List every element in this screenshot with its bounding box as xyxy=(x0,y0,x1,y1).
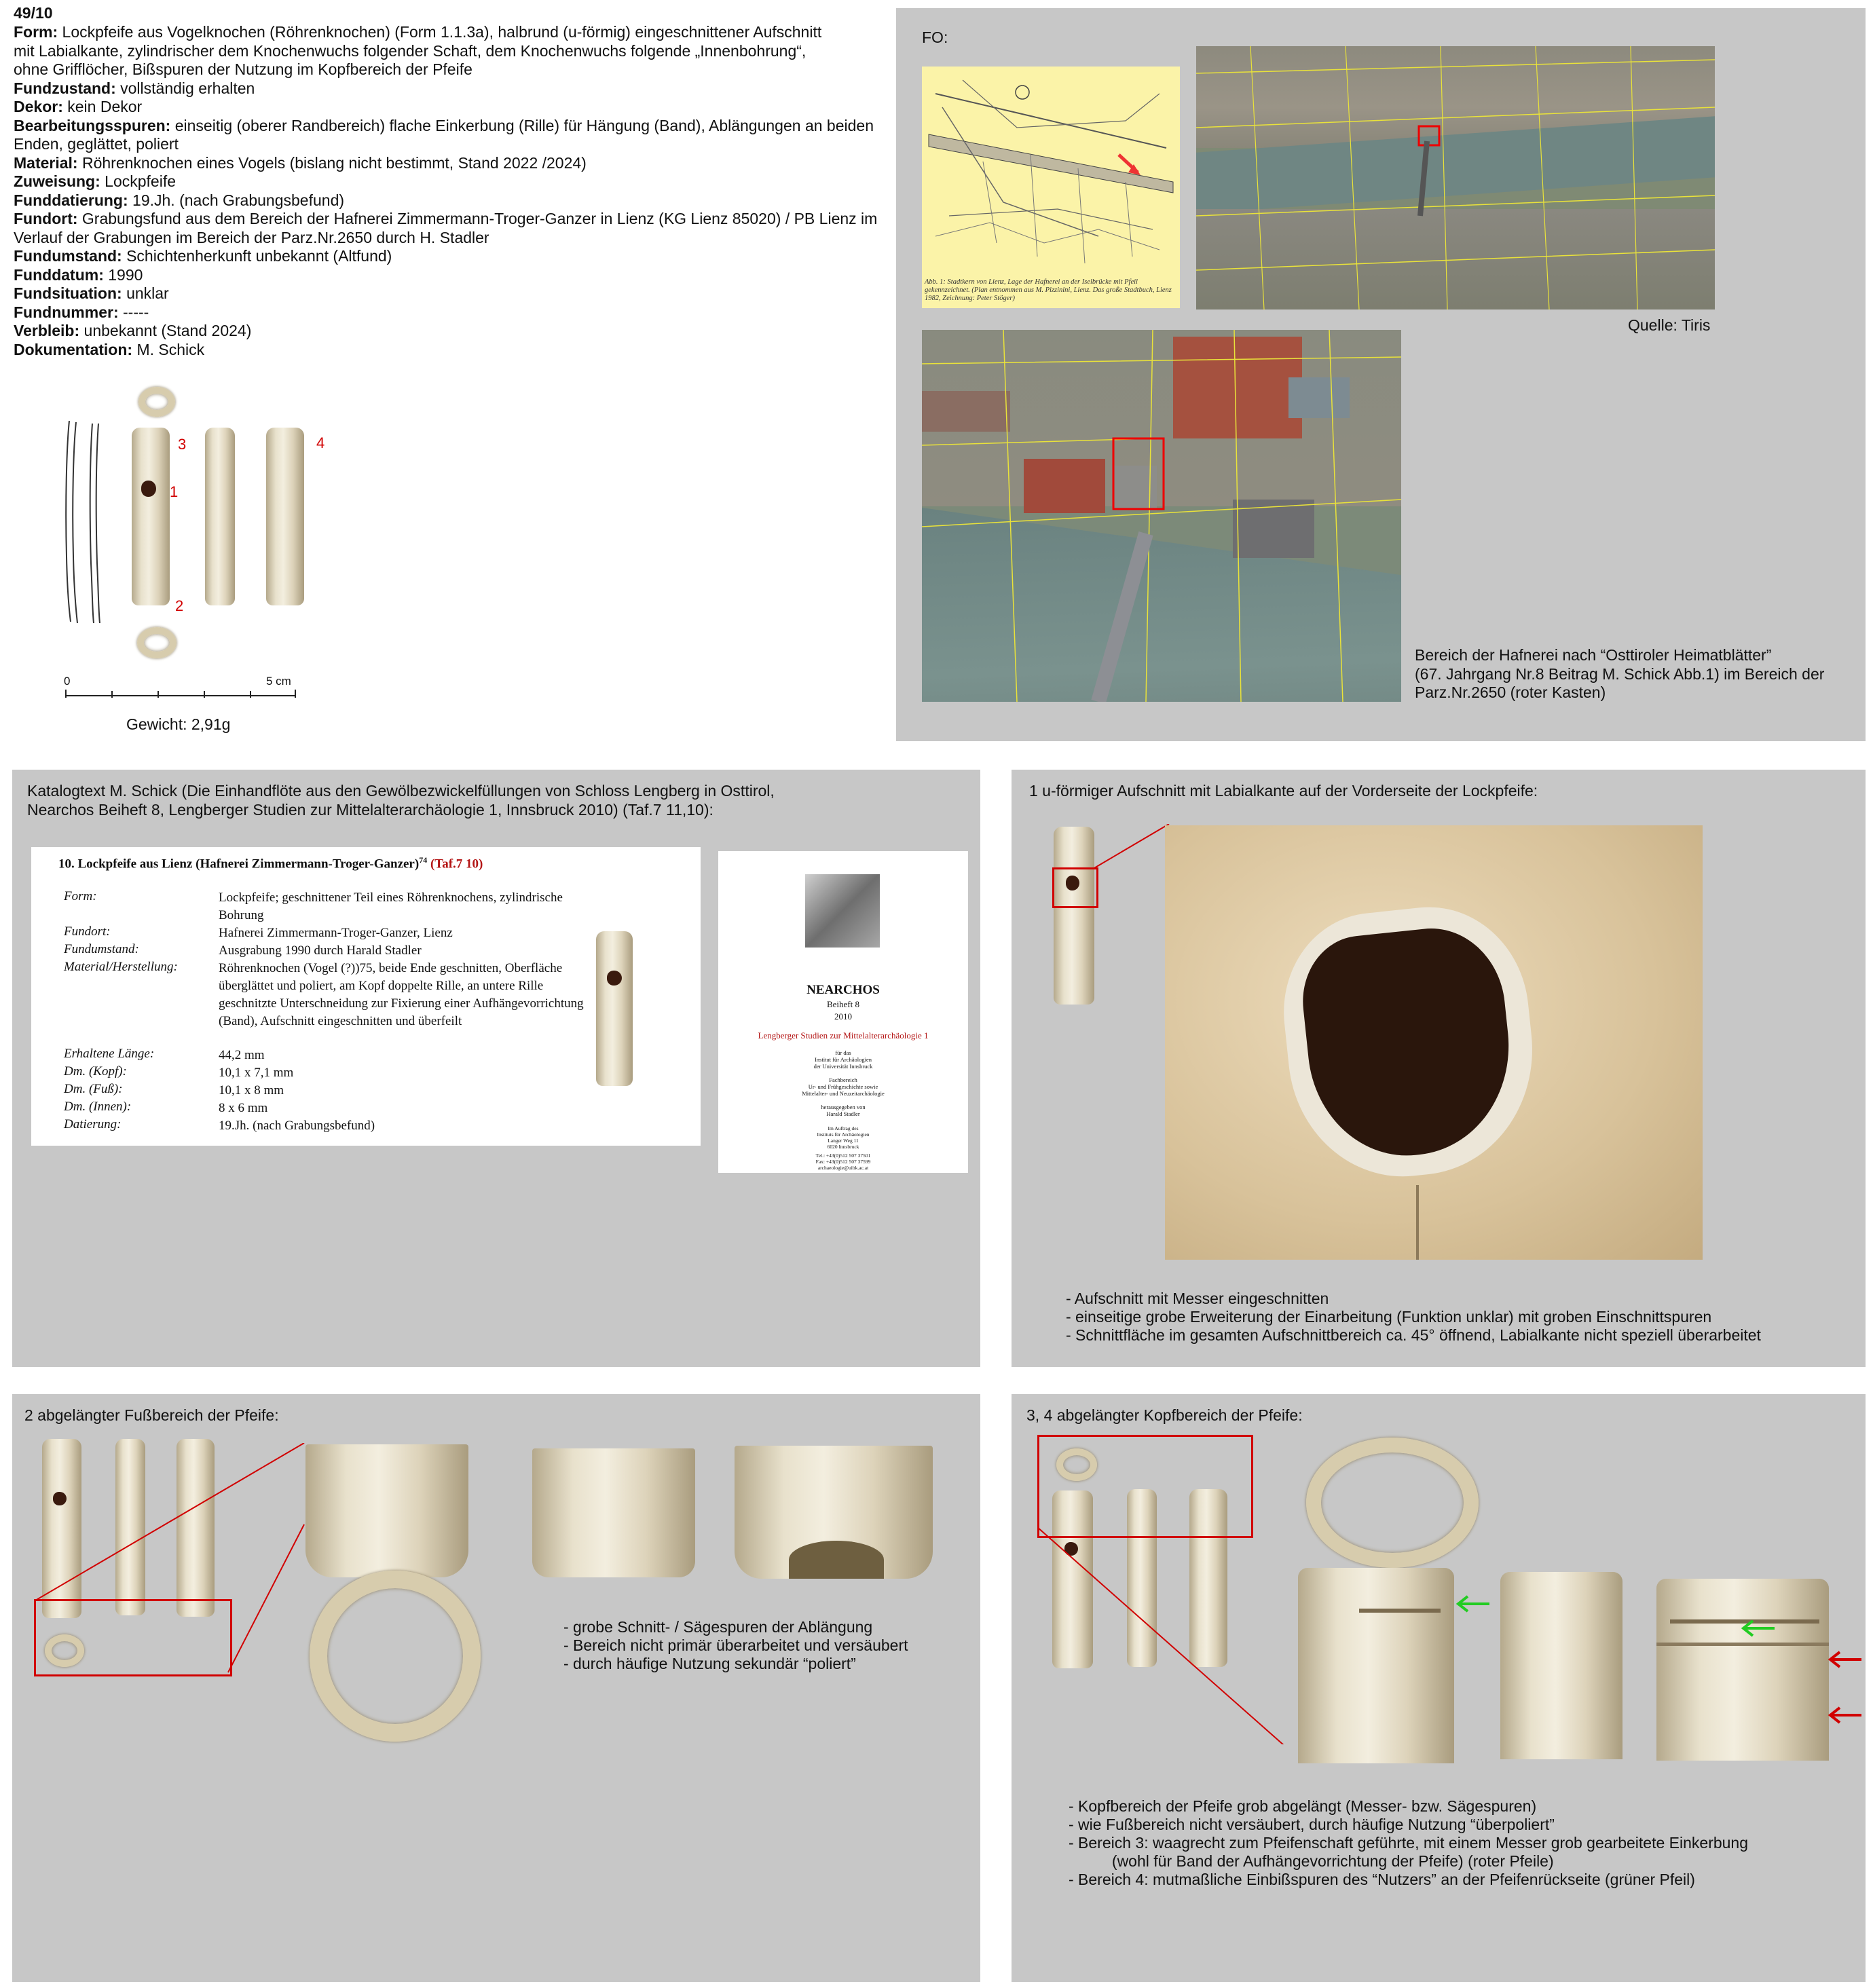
book-text2: Fachbereich Ur- und Frühgeschichte sowie Mittelalter- und Neuzeitarchäologie xyxy=(802,1076,885,1097)
bone-front xyxy=(132,428,170,605)
book-title: NEARCHOS xyxy=(806,983,880,997)
book-text5: Tel.: +43(0)512 507 37501 Fax: +43(0)512 507 37599 archaeologie@uibk.ac.at xyxy=(815,1152,871,1171)
kopf-bullets: - Kopfbereich der Pfeife grob abgelängt (Messer- bzw. Sägespuren) - wie Fußbereich nicht versäubert, durch häufige Nutzung “überpoliert” - Bereich 3: waagrecht zum Pfeifenschaft geführte, mit einem Messer grob gearbeitete Einkerbung (wohl für Band der Aufhängevorrichtung der Pfeife) (roter Pfeile) - Bereich 4: mutmaßliche Einbißspuren des “Nutzers” an der Pfeifenrückseite (grüner Pfeil) xyxy=(1069,1797,1749,1888)
aufschnitt-bullets: - Aufschnitt mit Messer eingeschnitten - einseitige grobe Erweiterung der Einarbeitung (Funktion unklar) mit groben Einschnittspuren - Schnittfläche im gesamten Aufschnittbereich ca. 45° öffnend, Labialkante nicht speziell überarbeitet xyxy=(1066,1290,1761,1344)
fuss-bullets: - grobe Schnitt- / Sägespuren der Ablängung - Bereich nicht primär überarbeitet und versäubert - durch häufige Nutzung sekundär “poliert” xyxy=(563,1618,908,1672)
green-arrow-1 xyxy=(1454,1594,1495,1614)
book-text1: für das Institut für Archäologien der Universität Innsbruck xyxy=(813,1049,873,1070)
label-4: 4 xyxy=(316,434,325,451)
catalog-value: 10,1 x 7,1 mm xyxy=(219,1066,294,1080)
katalog-title: Katalogtext M. Schick (Die Einhandflöte aus den Gewölbezwickelfüllungen von Schloss Lengberg in Osttirol, Nearchos Beiheft 8, Lengberger Studien zur Mittelalterarchäologie 1, Innsbruck 2010) (Taf.7 11,10): xyxy=(27,782,775,819)
field-12: Verbleib: unbekannt (Stand 2024) xyxy=(14,322,252,339)
fuss-photo-1 xyxy=(305,1444,468,1577)
source-label: Quelle: Tiris xyxy=(1628,316,1711,334)
scale-start: 0 xyxy=(64,675,71,688)
object-drawing xyxy=(61,380,367,665)
catalog-key: Fundort: xyxy=(64,924,111,939)
kopf-title: 3, 4 abgelängter Kopfbereich der Pfeife: xyxy=(1026,1406,1303,1424)
fuss-title: 2 abgelängter Fußbereich der Pfeife: xyxy=(24,1406,279,1424)
red-arrow-1 xyxy=(1826,1649,1867,1670)
fuss-zoom-lines xyxy=(35,1443,320,1687)
book-cover xyxy=(718,851,968,1173)
book-sub1: Beiheft 8 xyxy=(826,999,859,1009)
field-4: Material: Röhrenknochen eines Vogels (bislang nicht bestimmt, Stand 2022 /2024) xyxy=(14,153,587,172)
find-description xyxy=(14,23,910,359)
fo-title: FO: xyxy=(922,29,948,46)
field-3: Bearbeitungsspuren: einseitig (oberer Randbereich) flache Einkerbung (Rille) für Hängung (Band), Ablängungen an beiden Enden, geglättet, poliert xyxy=(14,116,874,153)
kopf-zoom-lines xyxy=(1037,1500,1322,1744)
field-9: Funddatum: 1990 xyxy=(14,265,143,284)
bone-back xyxy=(266,428,304,605)
label-1: 1 xyxy=(170,483,179,500)
catalog-value: Röhrenknochen (Vogel (?))75, beide Ende geschnitten, Oberfläche überglättet und poliert, am Kopf doppelte Rille, an untere Rille geschnitzte Unterschneidung zur Fixierung einer Aufhängevorrichtung (Band), Aufschnitt eingeschnitten und überfeilt xyxy=(219,961,584,1028)
catalog-entry xyxy=(31,847,701,1146)
catalog-value: 19.Jh. (nach Grabungsbefund) xyxy=(219,1119,375,1133)
zoom-lines xyxy=(1093,824,1174,878)
aerial-photo-detail xyxy=(922,330,1401,702)
catalog-value: 10,1 x 8 mm xyxy=(219,1083,284,1098)
kopf-photo-3 xyxy=(1656,1579,1829,1761)
map-caption: Abb. 1: Stadtkern von Lienz, Lage der Hafnerei an der Iselbrücke mit Pfeil gekennzeichnet. (Plan entnommen aus M. Pizzinini, Lienz. Das große Stadtbuch, Lienz 1982, Zeichnung: Peter Stöger) xyxy=(925,278,1172,302)
catalog-key: Fundumstand: xyxy=(64,942,139,956)
field-0: Form: Lockpfeife aus Vogelknochen (Röhrenknochen) (Form 1.1.3a), halbrund (u-förmig) eingeschnittener Aufschnitt mit Labialkante, zylindrischer dem Knochenwuchs folgender Schaft, dem Knochenwuchs folgende „Innenbohrung“, ohne Grifflöcher, Bißspuren der Nutzung im Kopfbereich der Pfeife xyxy=(14,23,822,78)
book-text4: Im Auftrag des Instituts für Archäologien Langer Weg 11 6020 Innsbruck xyxy=(817,1125,870,1150)
label-2: 2 xyxy=(175,597,184,614)
catalog-key: Erhaltene Länge: xyxy=(64,1047,155,1061)
aufschnitt-highlight xyxy=(1052,867,1098,908)
catalog-bone-hole xyxy=(607,971,622,986)
book-text3: herausgegeben von Harald Stadler xyxy=(821,1104,866,1117)
catalog-value: Ausgrabung 1990 durch Harald Stadler xyxy=(219,943,422,958)
aufschnitt-title: 1 u-förmiger Aufschnitt mit Labialkante auf der Vorderseite der Lockpfeife: xyxy=(1029,782,1538,800)
aufschnitt-bone xyxy=(1054,827,1094,1005)
entry-heading: 10. Lockpfeife aus Lienz (Hafnerei Zimmermann-Troger-Ganzer)$^{74}$ (Taf.7 10) xyxy=(58,855,483,871)
kopf-photo-2 xyxy=(1500,1572,1622,1759)
catalog-key: Dm. (Innen): xyxy=(64,1100,132,1114)
weight: Gewicht: 2,91g xyxy=(126,715,231,733)
book-sub2: 2010 xyxy=(834,1011,852,1021)
kopf-ring-large xyxy=(1306,1438,1479,1568)
label-3: 3 xyxy=(178,436,187,453)
field-2: Dekor: kein Dekor xyxy=(14,98,143,115)
profile-drawing xyxy=(61,421,102,624)
catalog-key: Datierung: xyxy=(64,1117,122,1131)
field-8: Fundumstand: Schichtenherkunft unbekannt (Altfund) xyxy=(14,247,392,265)
entry-table xyxy=(64,889,593,1140)
field-11: Fundnummer: ----- xyxy=(14,303,149,321)
bone-side xyxy=(205,428,235,605)
field-10: Fundsituation: unklar xyxy=(14,284,169,302)
catalog-bone-photo xyxy=(596,931,633,1086)
green-arrow-2 xyxy=(1739,1618,1780,1638)
catalog-key: Dm. (Fuß): xyxy=(64,1082,123,1096)
find-id: 49/10 xyxy=(14,4,53,22)
catalog-value: Hafnerei Zimmermann-Troger-Ganzer, Lienz xyxy=(219,926,453,940)
aerial-photo-overview xyxy=(1196,46,1715,310)
catalog-value: Lockpfeife; geschnittener Teil eines Röhrenknochens, zylindrische Bohrung xyxy=(219,890,563,922)
labial-hole xyxy=(141,481,156,497)
book-series: Lengberger Studien zur Mittelalterarchäologie 1 xyxy=(758,1030,929,1040)
field-5: Zuweisung: Lockpfeife xyxy=(14,172,177,190)
head-ring xyxy=(138,387,175,417)
fuss-photo-2 xyxy=(532,1448,695,1577)
catalog-value: 44,2 mm xyxy=(219,1048,265,1062)
red-arrow-2 xyxy=(1826,1705,1867,1725)
field-1: Fundzustand: vollständig erhalten xyxy=(14,79,255,97)
kopf-photo-1 xyxy=(1298,1568,1454,1763)
field-6: Funddatierung: 19.Jh. (nach Grabungsbefund) xyxy=(14,191,345,209)
catalog-key: Dm. (Kopf): xyxy=(64,1064,127,1079)
cover-image xyxy=(805,874,880,948)
catalog-key: Form: xyxy=(64,889,97,903)
area-note: Bereich der Hafnerei nach “Osttiroler Heimatblätter” (67. Jahrgang Nr.8 Beitrag M. Schick Abb.1) im Bereich der Parz.Nr.2650 (roter Kasten) xyxy=(1415,646,1825,701)
historic-town-map xyxy=(922,67,1180,308)
fuss-ring-large xyxy=(310,1571,481,1742)
fuss-photo-3 xyxy=(735,1446,933,1579)
foot-ring xyxy=(137,627,177,658)
catalog-value: 8 x 6 mm xyxy=(219,1101,268,1115)
field-7: Fundort: Grabungsfund aus dem Bereich der Hafnerei Zimmermann-Troger-Ganzer in Lienz (KG Lienz 85020) / PB Lienz im Verlauf der Grabungen im Bereich der Parz.Nr.2650 durch H. Stadler xyxy=(14,210,878,246)
aufschnitt-closeup xyxy=(1165,825,1703,1260)
scale-end: 5 cm xyxy=(266,675,291,688)
catalog-key: Material/Herstellung: xyxy=(64,960,178,974)
field-13: Dokumentation: M. Schick xyxy=(14,340,205,358)
